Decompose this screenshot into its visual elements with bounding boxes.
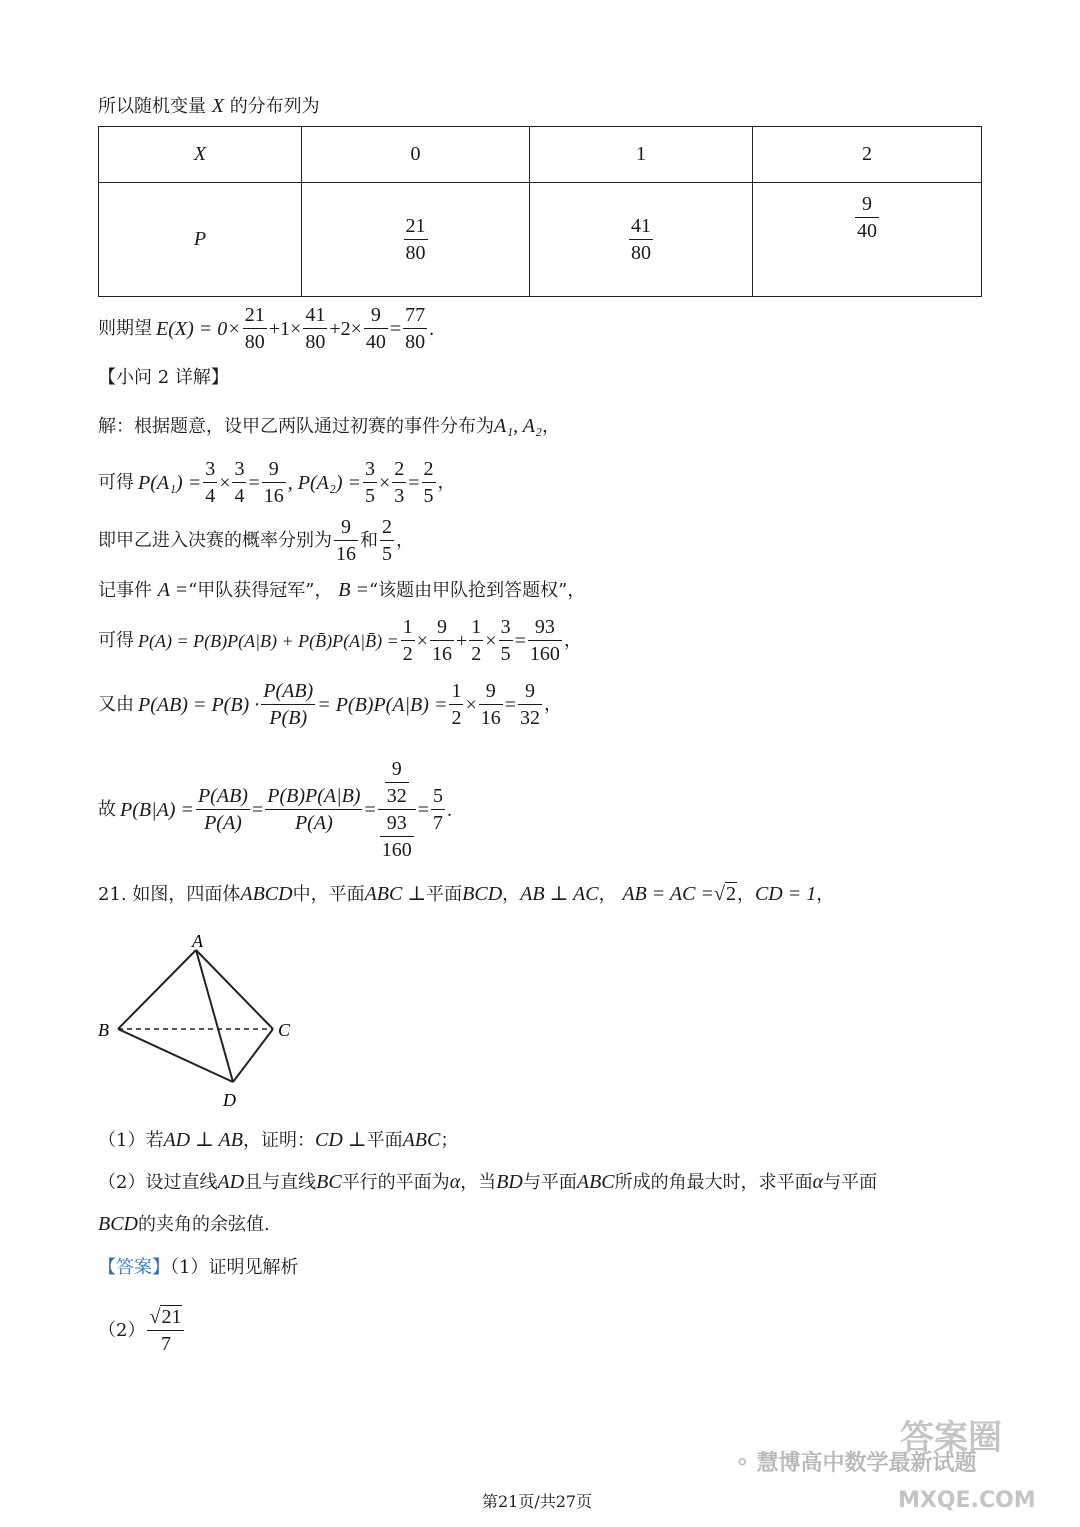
- tetrahedron-figure: [96, 930, 306, 1112]
- intro-text: 所以随机变量: [98, 96, 206, 117]
- edge-cd: [233, 1029, 273, 1082]
- logo-watermark: 答案圈: [900, 1418, 1002, 1458]
- table-header-row: [99, 127, 982, 183]
- solution-line-6: 又由 P(AB) = P(B) · $\frac{P(AB)}{P(B)}$ = P(B)P(A|B) = $\frac{1}{2}$ × $\frac{9}{16}$ = $\frac{9}{32}$ ，: [98, 680, 562, 729]
- solution-line-1: 解：根据题意，设甲乙两队通过初赛的事件分布为A₁, A₂，: [98, 415, 560, 437]
- page-number: 第21页/共27页: [482, 1492, 593, 1511]
- label-a: A: [192, 931, 203, 951]
- label-d: D: [223, 1090, 236, 1110]
- label-c: C: [278, 1020, 291, 1040]
- answer-line-1: 【答案】（1）证明见解析: [98, 1257, 299, 1278]
- distribution-table: [98, 126, 982, 297]
- answer-label: 【答案】: [98, 1257, 170, 1278]
- table-prob-row: [99, 183, 982, 297]
- question-2-line-1: （2）设过直线AD且与直线BC平行的平面为α，当BD与平面ABC所成的角最大时，求平面α与平面: [98, 1171, 878, 1193]
- wechat-icon: ⚬: [733, 1451, 752, 1476]
- table-header-cell: X: [99, 127, 302, 183]
- problem-21-statement: 21. 如图，四面体ABCD中，平面ABC ⊥平面BCD，AB ⊥ AC， AB = AC =√2，CD = 1，: [98, 883, 835, 905]
- solution-line-5: 可得 P(A) = P(B)P(A|B) + P(B̄)P(A|B̄) = $\frac{1}{2}$ × $\frac{9}{16}$ + $\frac{1}{2}$ × $\frac{3}{5}$ = $\frac{93}{160}$ ，: [98, 616, 582, 665]
- table-row-label: P: [99, 183, 302, 297]
- solution-line-4: 记事件 A =“甲队获得冠军”， B =“该题由甲队抢到答题权”，: [98, 579, 586, 601]
- expectation-line: 则期望 E(X) = 0× $\frac{21}{80}$ +1× $\frac{41}{80}$ +2× $\frac{9}{40}$ = $\frac{77}{80}$ .: [98, 304, 435, 353]
- wechat-watermark: ⚬ 慧博高中数学最新试题: [733, 1450, 977, 1476]
- solution-line-7: 故 P(B|A) = $\frac{P(AB)}{P(A)}$ = $\frac{P(B)P(A|B)}{P(A)}$ = $\frac{\frac{9}{32}}{\frac{93}{160}}$ = $\frac{5}{7}$ .: [98, 758, 453, 861]
- table-cell: $\frac{41}{80}$: [530, 183, 753, 297]
- question-1: （1）若AD ⊥ AB，证明：CD ⊥平面ABC；: [98, 1129, 459, 1151]
- edge-ab: [118, 950, 196, 1029]
- question-2-line-2: BCD的夹角的余弦值.: [98, 1213, 270, 1235]
- intro-tail: 的分布列为: [229, 96, 320, 117]
- solution-line-2: 可得 P(A₁) = $\frac{3}{4}$ × $\frac{3}{4}$ = $\frac{9}{16}$ , P(A₂) = $\frac{3}{5}$ × $\frac{2}{3}$ = $\frac{2}{5}$ ，: [98, 458, 456, 507]
- edge-bd: [118, 1029, 233, 1082]
- intro-variable: X: [211, 95, 224, 117]
- compound-fraction: $\frac{\frac{9}{32}}{\frac{93}{160}}$: [378, 756, 416, 863]
- table-cell: $\frac{21}{80}$: [302, 183, 530, 297]
- label-b: B: [98, 1020, 109, 1040]
- solution-line-3: 即甲乙进入决赛的概率分别为 $\frac{9}{16}$ 和 $\frac{2}{5}$ ，: [98, 516, 414, 565]
- subq2-heading: 【小问 2 详解】: [98, 367, 229, 388]
- intro-line: [98, 94, 320, 119]
- table-header-cell: 0: [302, 127, 530, 183]
- table-header-cell: 2: [753, 127, 982, 183]
- site-watermark: MXQE.COM: [898, 1488, 1036, 1513]
- answer-line-2: （2） $\frac{√21}{7}$: [98, 1304, 186, 1357]
- table-header-cell: 1: [530, 127, 753, 183]
- table-cell: $\frac{9}{40}$: [753, 183, 982, 297]
